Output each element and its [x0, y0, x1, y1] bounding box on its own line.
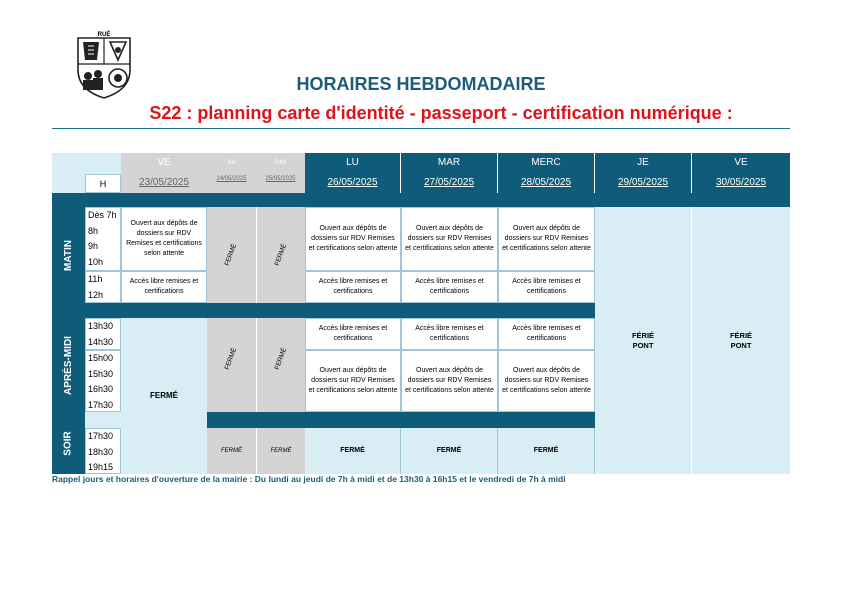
cell-merc-depot-matin: Ouvert aux dépôts de dossiers sur RDV Remises et certifications selon attente	[498, 207, 595, 271]
day-name-mar: MAR	[401, 153, 498, 174]
hours-am-a	[85, 318, 121, 350]
cell-mar-acces-matin: Accès libre remises et certifications	[401, 271, 498, 303]
page-subtitle: S22 : planning carte d'identité - passeport - certification numérique :	[149, 103, 733, 123]
hours-soir	[85, 428, 121, 474]
hours-am-b	[85, 350, 121, 412]
cell-dim-soir: FERMÉ	[256, 428, 305, 474]
cell-je-ferie: FÉRIÉ PONT	[595, 207, 692, 474]
cell-merc-soir: FERMÉ	[498, 428, 595, 474]
day-name-ve-23: VE	[121, 153, 207, 174]
period-matin	[52, 207, 85, 303]
cell-sa-matin-text: FERMÉ	[223, 242, 239, 267]
logo-text: RUÉ	[97, 32, 111, 38]
day-date-sa: 24/05/2025	[207, 174, 256, 193]
hour-label: 17h30	[88, 399, 114, 410]
cell-ve30-ferie: FÉRIÉ PONT	[692, 207, 790, 474]
title-divider	[52, 128, 790, 129]
hours-header-top	[85, 153, 121, 174]
period-matin-label: MATIN	[62, 239, 74, 271]
cell-sa-am	[207, 318, 256, 412]
cell-mar-acces-am: Accès libre remises et certifications	[401, 318, 498, 350]
soir-separator	[207, 412, 595, 428]
cell-ve23-ferme: FERMÉ	[121, 318, 207, 474]
footer-note: Rappel jours et horaires d'ouverture de la mairie : Du lundi au jeudi de 7h à midi et de 13h30 à 16h15 et le vendredi de 7h à midi	[52, 474, 566, 484]
hour-label: 15h00	[88, 353, 114, 363]
cell-lu-depot-matin: Ouvert aux dépôts de dossiers sur RDV Remises et certifications selon attente	[305, 207, 401, 271]
hour-label: 17h30	[88, 431, 114, 441]
cell-mar-soir: FERMÉ	[401, 428, 498, 474]
cell-lu-soir: FERMÉ	[305, 428, 401, 474]
cell-sa-soir: FERMÉ	[207, 428, 256, 474]
hours-matin-b	[85, 271, 121, 303]
day-date-lu: 26/05/2025	[305, 174, 401, 193]
cell-dim-am	[256, 318, 305, 412]
hour-label: 16h30	[88, 384, 114, 394]
period-apres-midi	[52, 318, 85, 412]
cell-merc-acces-matin: Accès libre remises et certifications	[498, 271, 595, 303]
cell-dim-matin	[256, 207, 305, 303]
cell-lu-acces-matin: Accès libre remises et certifications	[305, 271, 401, 303]
hour-label: 13h30	[88, 321, 114, 331]
day-name-merc: MERC	[498, 153, 595, 174]
hour-label: 15h30	[88, 368, 114, 379]
day-date-ve-30: 30/05/2025	[692, 174, 790, 193]
hour-label: 19h15	[88, 462, 114, 472]
midday-separator	[52, 303, 595, 318]
day-date-je: 29/05/2025	[595, 174, 692, 193]
cell-mar-depot-matin: Ouvert aux dépôts de dossiers sur RDV Remises et certifications selon attente	[401, 207, 498, 271]
hours-header-label: H	[85, 174, 121, 193]
cell-ve23-acces: Accès libre remises et certifications	[121, 271, 207, 303]
hour-label: 14h30	[88, 336, 114, 347]
hour-label: 18h30	[88, 446, 114, 457]
header-separator	[52, 193, 790, 207]
day-name-ve-30: VE	[692, 153, 790, 174]
day-date-ve-23: 23/05/2025	[121, 174, 207, 193]
day-name-sa: SA	[207, 153, 256, 174]
hour-label: 8h	[88, 225, 99, 236]
period-soir	[52, 412, 85, 474]
cell-mar-depot-am: Ouvert aux dépôts de dossiers sur RDV Remises et certifications selon attente	[401, 350, 498, 412]
corner-cell	[52, 153, 85, 193]
hour-label: 10h	[88, 256, 104, 267]
cell-lu-acces-am: Accès libre remises et certifications	[305, 318, 401, 350]
hours-matin-a	[85, 207, 121, 271]
cell-sa-matin	[207, 207, 256, 303]
day-date-mar: 27/05/2025	[401, 174, 498, 193]
day-name-je: JE	[595, 153, 692, 174]
hour-label: 9h	[88, 241, 99, 251]
cell-dim-am-text: FERMÉ	[273, 346, 288, 371]
cell-sa-am-text: FERMÉ	[223, 346, 239, 371]
day-name-lu: LU	[305, 153, 401, 174]
period-soir-label: SOIR	[62, 430, 74, 456]
day-date-merc: 28/05/2025	[498, 174, 595, 193]
day-name-dim: DIM	[256, 153, 305, 174]
cell-ve23-depot: Ouvert aux dépôts de dossiers sur RDV Remises et certifications selon attente	[121, 207, 207, 271]
period-apres-midi-label: APRÈS-MIDI	[63, 335, 74, 395]
day-date-dim: 25/05/2025	[256, 174, 305, 193]
page-title: HORAIRES HEBDOMADAIRE	[296, 74, 546, 94]
cell-dim-matin-text: FERMÉ	[273, 242, 288, 267]
cell-lu-depot-am: Ouvert aux dépôts de dossiers sur RDV Remises et certifications selon attente	[305, 350, 401, 412]
cell-merc-acces-am: Accès libre remises et certifications	[498, 318, 595, 350]
hour-label: Dès 7h	[88, 210, 117, 220]
cell-merc-depot-am: Ouvert aux dépôts de dossiers sur RDV Remises et certifications selon attente	[498, 350, 595, 412]
hour-label: 12h	[88, 289, 104, 300]
hour-label: 11h	[88, 274, 103, 284]
